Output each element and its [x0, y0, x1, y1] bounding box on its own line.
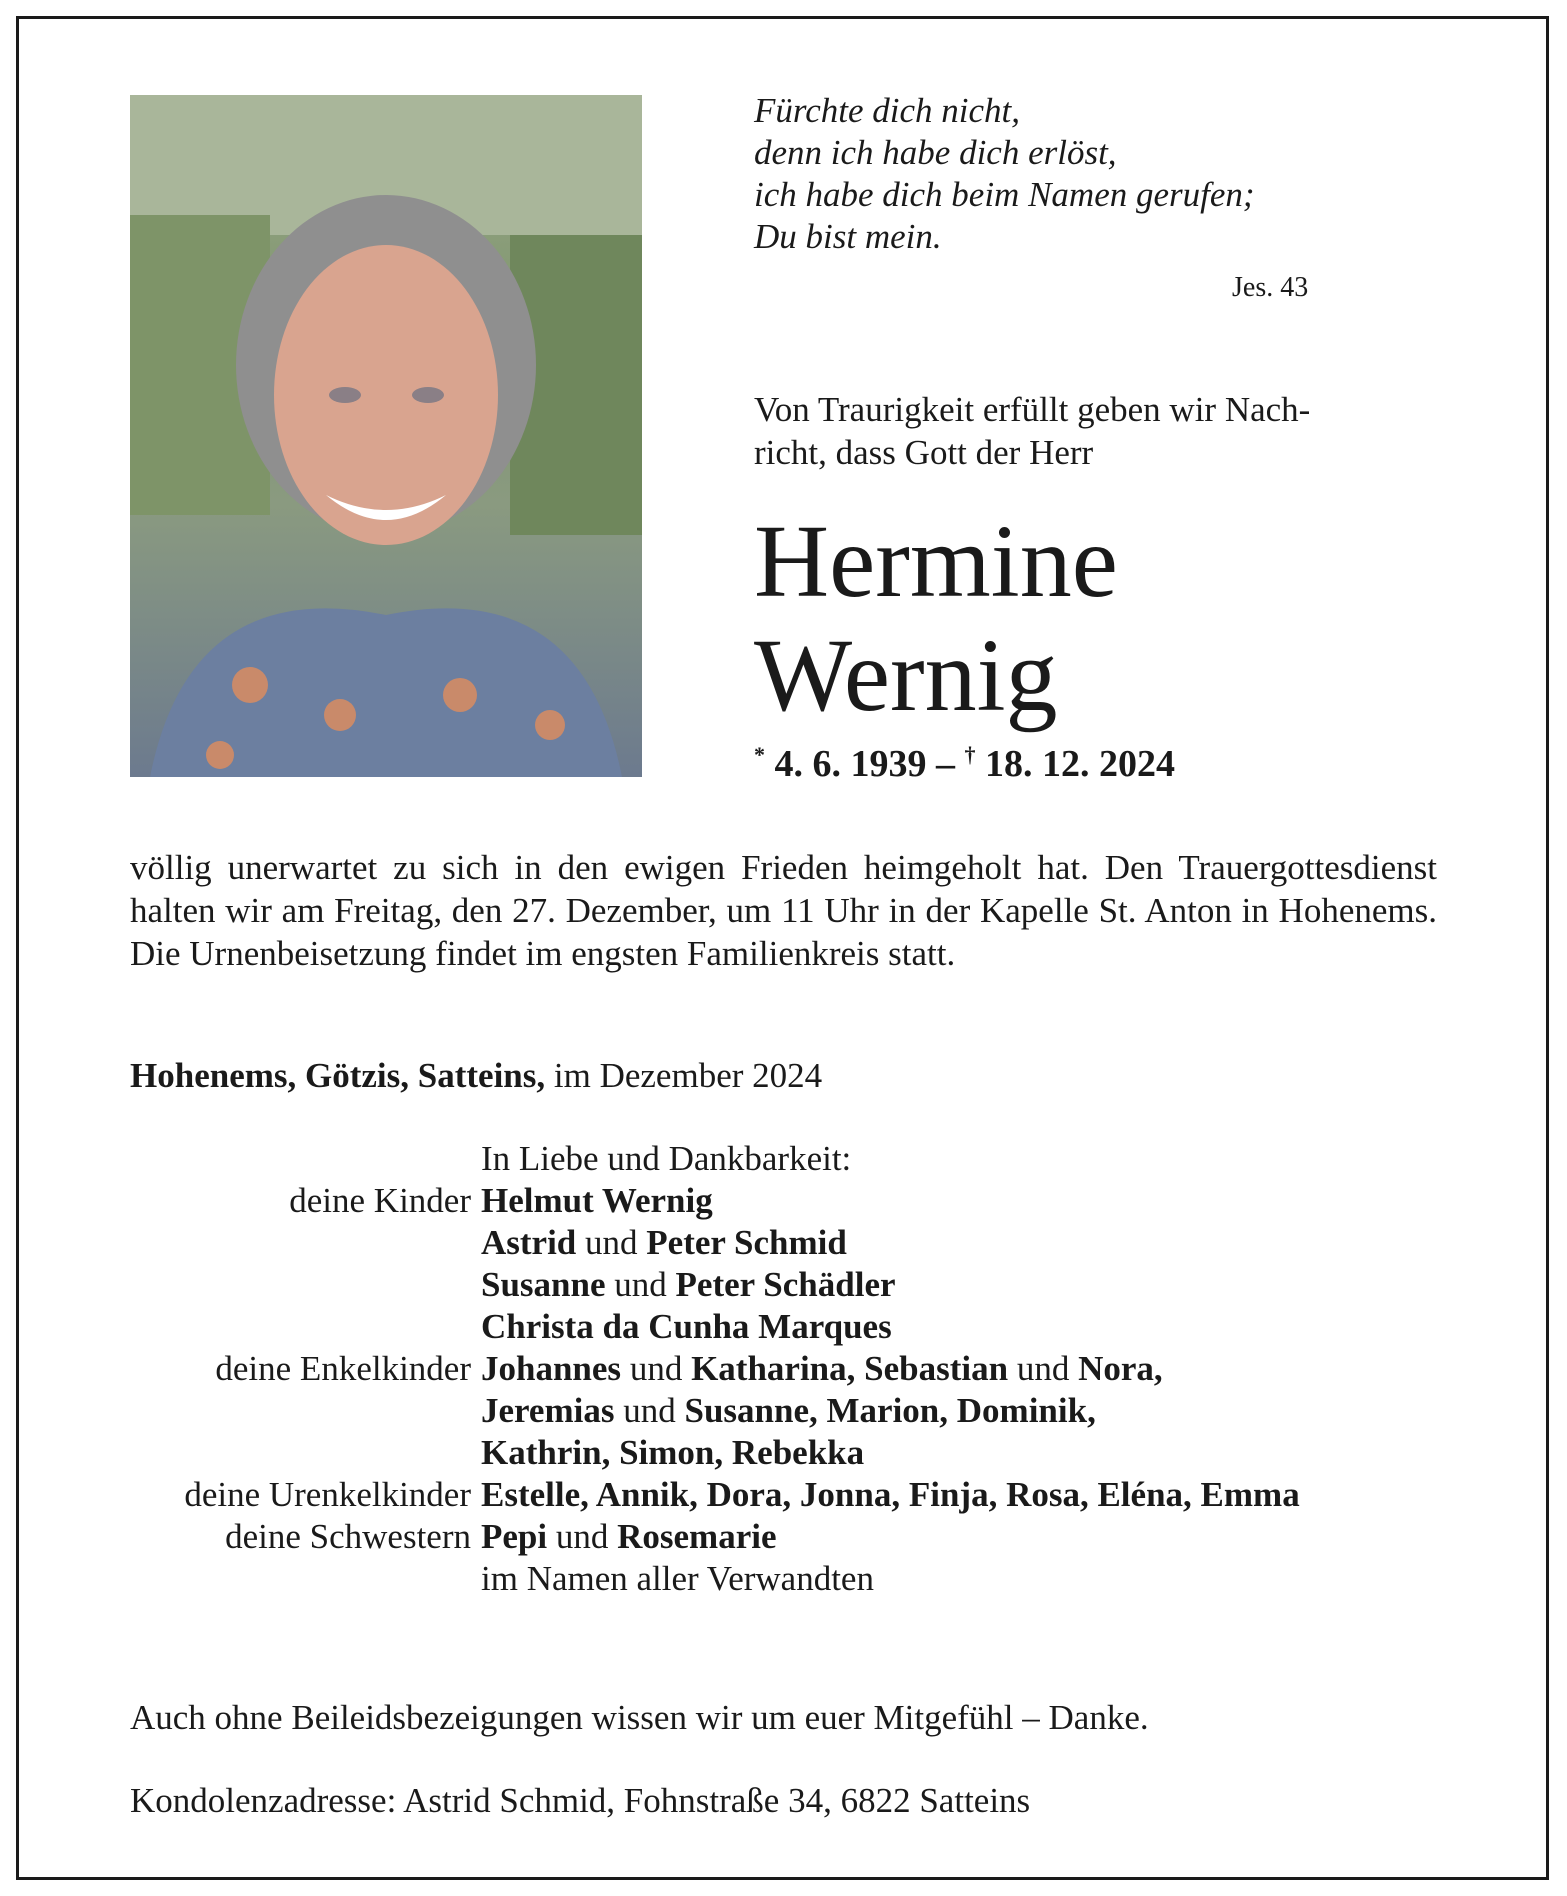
death-date: 18. 12. 2024 [985, 743, 1175, 785]
notice-month: im Dezember 2024 [545, 1056, 823, 1095]
verse-line: denn ich habe dich erlöst, [754, 133, 1117, 172]
verse-line: Fürchte dich nicht, [754, 91, 1020, 130]
mourner-names [481, 1306, 892, 1348]
mourner-row [0, 1348, 1567, 1390]
place-and-date [130, 1056, 822, 1096]
mourner-names [481, 1432, 864, 1474]
mourner-row [0, 1474, 1567, 1516]
mourner-row [0, 1264, 1567, 1306]
funeral-details: völlig unerwartet zu sich in den ewigen Frieden heimgeholt hat. Den Trauergottesdienst halten wir am Freitag, den 27. Dezember, um 11 Uhr in der Kapelle St. Anton in Hohenems. Die Urnenbeisetzung findet im engsten Familienkreis statt. [130, 848, 1437, 973]
mourner-name: Rosemarie [617, 1517, 777, 1556]
life-dates [754, 742, 1175, 786]
mourner-name: Susanne, Marion, Dominik, [684, 1391, 1096, 1430]
mourners-heading: In Liebe und Dankbarkeit: [481, 1139, 852, 1178]
relation-label: deine Kinder [289, 1181, 471, 1220]
mourner-names [481, 1516, 777, 1558]
mourners-list [0, 1138, 1567, 1600]
mourner-name: Susanne [481, 1265, 606, 1304]
intro-text [754, 388, 1310, 474]
mourner-name: Pepi [481, 1517, 548, 1556]
mourner-name: Johannes [481, 1349, 622, 1388]
portrait-photo [130, 95, 642, 777]
relation-label: deine Urenkelkinder [184, 1475, 471, 1514]
mourner-name: Katharina, Sebastian [691, 1349, 1009, 1388]
intro-line: richt, dass Gott der Herr [754, 433, 1094, 472]
mourner-names [481, 1390, 1096, 1432]
condolence-address: Kondolenzadresse: Astrid Schmid, Fohnstraße 34, 6822 Satteins [130, 1781, 1031, 1820]
connector-text: und [576, 1223, 647, 1262]
closing-line: Auch ohne Beileidsbezeigungen wissen wir um euer Mitgefühl – Danke. [130, 1698, 1149, 1737]
mourner-row [0, 1306, 1567, 1348]
mourners-heading-row [0, 1138, 1567, 1180]
birth-symbol: * [754, 742, 765, 767]
mourner-names [481, 1222, 847, 1264]
mourner-row [0, 1432, 1567, 1474]
mourner-name: Peter Schädler [675, 1265, 896, 1304]
mourner-name: Kathrin, Simon, Rebekka [481, 1433, 865, 1472]
mourner-name: Christa da Cunha Marques [481, 1307, 892, 1346]
death-symbol: † [964, 742, 976, 767]
connector-text: und [605, 1265, 676, 1304]
first-name: Hermine [754, 504, 1118, 619]
mourners-footer-row [0, 1558, 1567, 1600]
connector-text: und [1008, 1349, 1079, 1388]
mourner-row [0, 1222, 1567, 1264]
mourner-name: Estelle, Annik, Dora, Jonna, Finja, Rosa, Eléna, Emma [481, 1475, 1300, 1514]
connector-text: und [614, 1391, 685, 1430]
last-name: Wernig [754, 618, 1058, 733]
date-separator: – [936, 743, 955, 785]
towns: Hohenems, Götzis, Satteins, [130, 1056, 546, 1095]
relation-label: deine Schwestern [225, 1517, 471, 1556]
mourner-name: Peter Schmid [646, 1223, 847, 1262]
mourner-names [481, 1264, 896, 1306]
mourner-name: Jeremias [481, 1391, 615, 1430]
deceased-name [754, 505, 1118, 733]
verse-line: Du bist mein. [754, 217, 942, 256]
bible-verse [754, 90, 1255, 258]
mourner-names [481, 1348, 1163, 1390]
intro-line: Von Traurigkeit erfüllt geben wir Nach- [754, 390, 1311, 429]
mourner-names [481, 1180, 713, 1222]
mourner-row [0, 1180, 1567, 1222]
verse-reference: Jes. 43 [1232, 272, 1309, 303]
connector-text: und [621, 1349, 692, 1388]
connector-text: und [547, 1517, 618, 1556]
mourner-name: Nora, [1078, 1349, 1163, 1388]
mourner-row [0, 1516, 1567, 1558]
mourner-name: Astrid [481, 1223, 577, 1262]
mourner-name: Helmut Wernig [481, 1181, 713, 1220]
relation-label: deine Enkelkinder [215, 1349, 471, 1388]
mourners-footer: im Namen aller Verwandten [481, 1559, 874, 1598]
birth-date: 4. 6. 1939 [774, 743, 927, 785]
mourner-names [481, 1474, 1300, 1516]
mourner-row [0, 1390, 1567, 1432]
verse-line: ich habe dich beim Namen gerufen; [754, 175, 1255, 214]
